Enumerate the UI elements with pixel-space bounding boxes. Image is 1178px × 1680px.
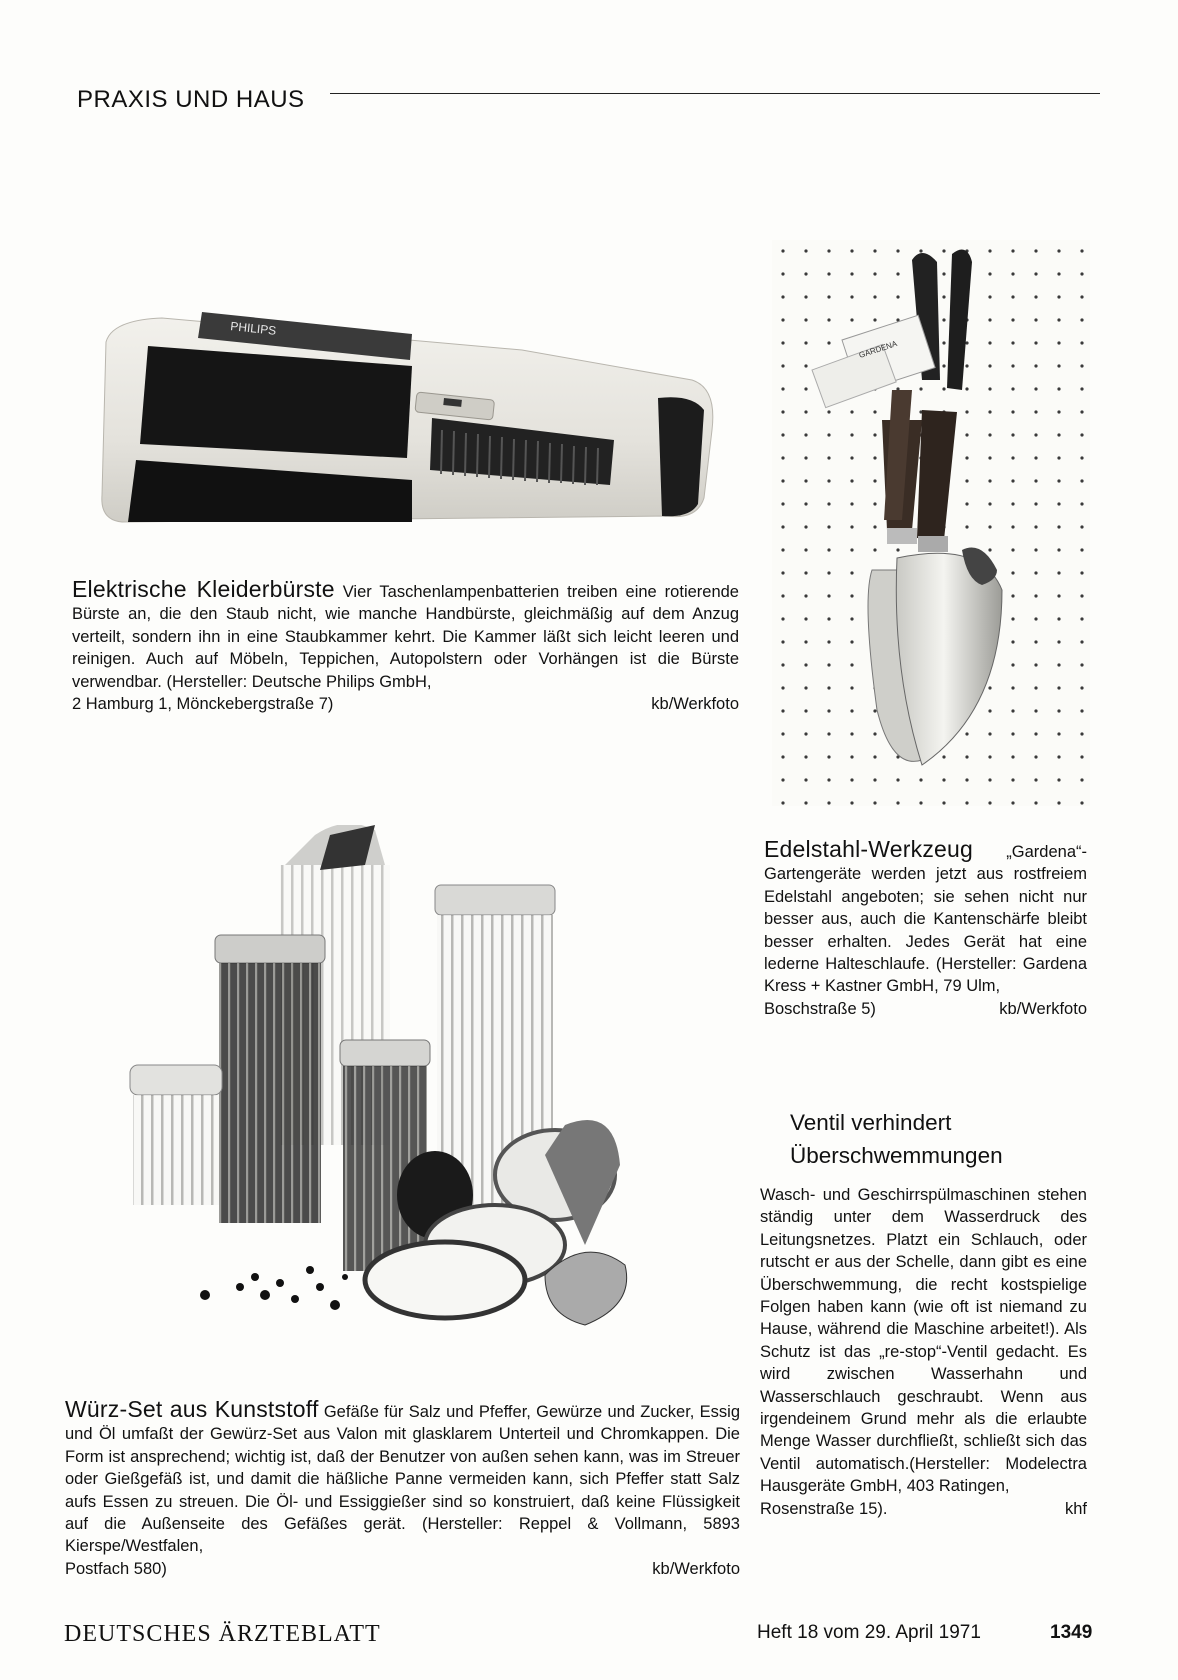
photo-spice-set: [115, 825, 740, 1385]
article-spice-set-last-line: [65, 1558, 740, 1580]
article-clothes-brush-title: Elektrische Kleiderbürste: [72, 576, 335, 602]
article-steel-tools-text: „Gardena“-Gartengeräte werden jetzt aus rostfreiem Edelstahl angeboten; sie sehen nicht nur besser aus, auch die Kantenschärfe bleibt besser erhalten. Jedes Gerät hat eine lederne Halteschlaufe. (Hersteller: Gardena Kress + Kastner GmbH, 79 Ulm,: [764, 843, 1087, 996]
article-spice-set-title: Würz-Set aus Kunststoff: [65, 1396, 319, 1422]
clothes-brush-illustration: [92, 290, 740, 552]
footer-issue: Heft 18 vom 29. April 1971: [757, 1622, 981, 1643]
photo-garden-tools: [772, 240, 1090, 806]
article-spice-set-address: Postfach 580): [65, 1559, 167, 1578]
photo-clothes-brush: [92, 290, 740, 552]
article-spice-set: [65, 1398, 740, 1580]
article-steel-tools-last-line: [764, 998, 1087, 1020]
section-divider: [330, 93, 1100, 94]
brush-brand-label: PHILIPS: [229, 319, 277, 338]
article-valve-text: Wasch- und Geschirrspülmaschinen stehen ständig unter dem Wasserdruck des Leitungsnetzes. Platzt ein Schlauch, oder rutscht er aus der Schelle, dann gibt es eine Überschwemmung, die recht kostspielige Folgen haben kann (wie oft ist niemand zu Hause, während die Maschine arbeitet!). Als Schutz ist das „re-stop“-Ventil gedacht. Es wird zwischen Wasserhahn und Wasserschlauch geschraubt. Wenn aus irgendeinem Grund mehr als die erlaubte Menge Wasser durchfließt, schließt sich das Ventil automatisch.(Hersteller: Modelectra Hausgeräte GmbH, 403 Ratingen,: [760, 1186, 1087, 1496]
article-valve-last-line: [760, 1498, 1087, 1520]
article-spice-set-text: Gefäße für Salz und Pfeffer, Gewürze und Zucker, Essig und Öl umfaßt der Gewürz-Set aus Valon mit glasklarem Unterteil und Chromkappen. Die Form ist ansprechend; wichtig ist, daß der Benutzer von außen sehen kann, was im Streuer oder Gießgefäß ist, und damit die häßliche Panne vermeiden kann, sich Pfeffer statt Salz aufs Essen zu streuen. Die Öl- und Essiggießer sind so konstruiert, daß keine Flüssigkeit auf die Außenseite des Gefäßes gerät. (Hersteller: Reppel & Vollmann, 5893 Kierspe/Westfalen,: [65, 1403, 740, 1556]
article-clothes-brush-last-line: [72, 693, 739, 715]
garden-tools-illustration: [772, 240, 1090, 806]
article-valve-credit: khf: [1064, 1499, 1087, 1518]
article-clothes-brush-credit: kb/Werkfoto: [651, 695, 739, 714]
article-steel-tools-title: Edelstahl-Werkzeug: [764, 836, 973, 862]
article-valve-title-line1: Ventil verhindert: [790, 1110, 952, 1135]
article-clothes-brush-text: Vier Taschenlampenbatterien treiben eine rotierende Bürste an, die den Staub nicht, wie manche Handbürste, gleichmäßig auf dem Anzug verteilt, sondern ihn in eine Staubkammer kehrt. Die Kammer läßt sich leicht leeren und reinigen. Auch auf Möbeln, Teppichen, Autopolstern oder Vorhängen ist die Bürste verwendbar. (Hersteller: Deutsche Philips GmbH,: [72, 583, 739, 691]
footer-journal-name: DEUTSCHES ÄRZTEBLATT: [64, 1621, 381, 1647]
article-clothes-brush: [72, 578, 739, 715]
article-spice-set-credit: kb/Werkfoto: [652, 1559, 740, 1578]
section-title: PRAXIS UND HAUS: [77, 86, 305, 113]
article-steel-tools: [764, 838, 1087, 1020]
article-valve-title-line2: Überschwemmungen: [790, 1143, 1003, 1168]
article-valve-title: [790, 1106, 1003, 1172]
article-steel-tools-credit: kb/Werkfoto: [999, 999, 1087, 1018]
article-clothes-brush-address: 2 Hamburg 1, Mönckebergstraße 7): [72, 695, 334, 714]
spice-set-illustration: [115, 825, 740, 1385]
footer-page-number: 1349: [1050, 1622, 1093, 1643]
card-brand-label: GARDENA: [857, 339, 899, 360]
article-steel-tools-address: Boschstraße 5): [764, 999, 876, 1018]
article-valve: [760, 1184, 1087, 1520]
article-valve-address: Rosenstraße 15).: [760, 1499, 888, 1518]
